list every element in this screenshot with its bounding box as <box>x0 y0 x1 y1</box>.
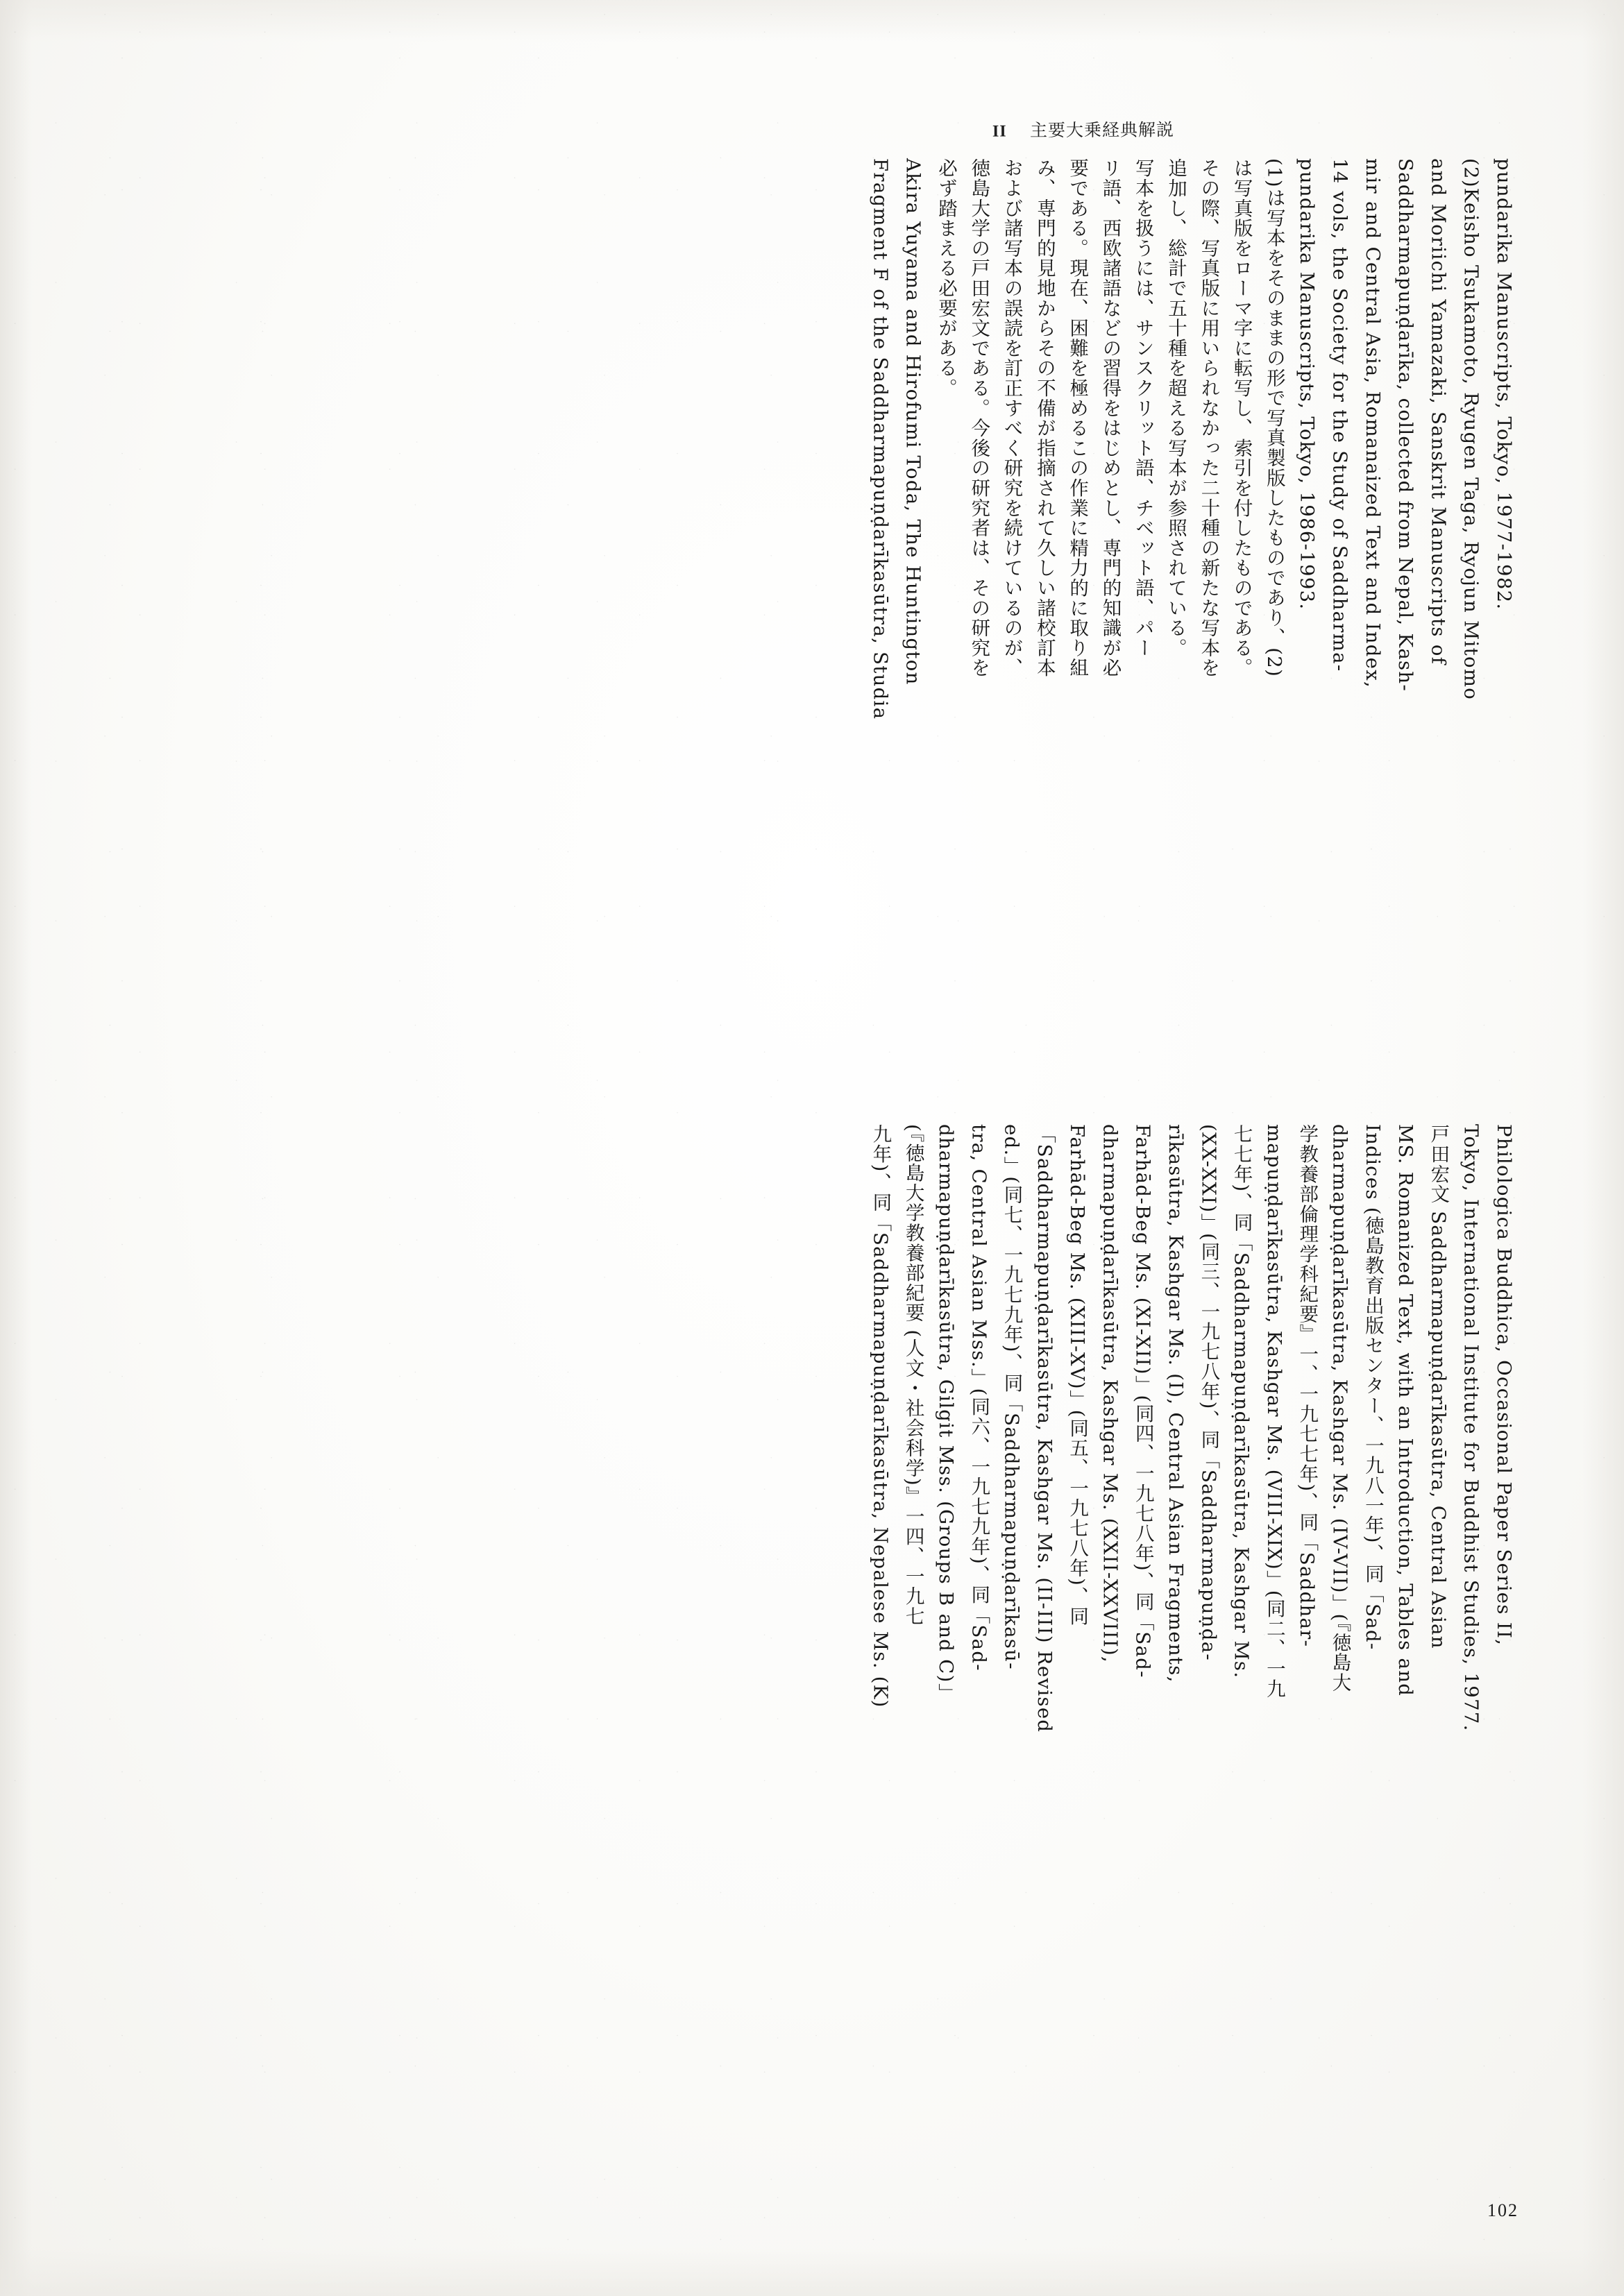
body-line: および諸写本の誤読を訂正すべく研究を続けているのが、 <box>1000 158 1023 678</box>
running-head <box>992 116 1174 142</box>
body-line: dharmapuṇḍarīkasūtra, Gilgit Mss. (Groups B and C)」 <box>934 1124 957 1703</box>
body-line: Tokyo, International Institute for Buddhist Studies, 1977. <box>1460 1124 1482 1732</box>
body-line: 「Saddharmapuṇḍarīkasūtra, Kashgar Ms. (II-III) Revised <box>1033 1124 1056 1733</box>
body-line: 14 vols, the Society for the Study of Saddharma- <box>1328 158 1351 672</box>
body-line: み、専門的見地からその不備が指摘されて久しい諸校訂本 <box>1033 158 1056 678</box>
body-line: mapuṇḍarīkasūtra, Kashgar Ms. (VIII-XIX)」(同二、一九 <box>1262 1124 1285 1699</box>
body-line: ed.」(同七、一九七九年)、同「Saddharmapuṇḍarīkasū- <box>1000 1124 1023 1670</box>
body-line: Philologica Buddhica, Occasional Paper Series II, <box>1493 1124 1515 1647</box>
body-line: (2)Keisho Tsukamoto, Ryugen Taga, Ryojun Mitomo <box>1460 158 1482 701</box>
body-line: 写本を扱うには、サンスクリット語、チベット語、パー <box>1131 158 1154 658</box>
body-line: Farhād-Beg Ms. (XI-XII)」(同四、一九七八年)、同「Sad- <box>1131 1124 1154 1678</box>
body-line: mir and Central Asia, Romanaized Text and Index, <box>1361 158 1384 689</box>
scan-shadow-bottom <box>0 2247 1624 2296</box>
body-line: tra, Central Asian Mss.」(同六、一九七九年)、同「Sad- <box>967 1124 990 1672</box>
body-line: は写真版をローマ字に転写し、索引を付したものである。 <box>1230 158 1253 678</box>
body-line: 要である。現在、困難を極めるこの作業に精力的に取り組 <box>1066 158 1089 678</box>
page-number: 102 <box>1487 2200 1519 2220</box>
body-text-upper <box>784 158 1520 1067</box>
body-line: その際、写真版に用いられなかった二十種の新たな写本を <box>1197 158 1220 678</box>
body-line: Saddharmapuṇḍarīka, collected from Nepal, Kash- <box>1394 158 1417 692</box>
body-line: 戸田宏文 Saddharmapuṇḍarīkasūtra, Central Asian <box>1427 1124 1450 1649</box>
body-line: 追加し、総計で五十種を超える写本が参照されている。 <box>1165 158 1187 658</box>
body-line: Akira Yuyama and Hirofumi Toda, The Huntington <box>902 158 924 686</box>
body-line: 九年)、同「Saddharmapuṇḍarīkasūtra, Nepalese Ms. (K) <box>869 1124 892 1708</box>
body-line: (XX-XXI)」(同三、一九七八年)、同「Saddharmapuṇḍa- <box>1197 1124 1220 1662</box>
running-head-title: 主要大乗経典解説 <box>1029 119 1175 141</box>
body-line: 七七年)、同「Saddharmapuṇḍarīkasūtra, Kashgar Ms. <box>1230 1124 1253 1679</box>
body-line: dharmapuṇḍarīkasūtra, Kashgar Ms. (IV-VII)」(『徳島大 <box>1328 1124 1351 1693</box>
body-line: Farhād-Beg Ms. (XIII-XV)」(同五、一九七八年)、同 <box>1066 1124 1089 1626</box>
body-text-lower <box>784 1124 1520 2109</box>
body-line: 学教養部倫理学科紀要』一、一九七七年)、同「Saddhar- <box>1296 1124 1319 1648</box>
scan-shadow-right <box>1582 0 1624 2296</box>
body-line: rīkasūtra, Kashgar Ms. (I), Central Asian Fragments, <box>1165 1124 1187 1683</box>
body-line: pundarika Manuscripts, Tokyo, 1977-1982. <box>1493 158 1515 611</box>
running-head-section-numeral: II <box>992 122 1007 141</box>
body-line: リ語、西欧諸語などの習得をはじめとし、専門的知識が必 <box>1099 158 1122 678</box>
body-line: Fragment F of the Saddharmapuṇḍarīkasūtra, Studia <box>869 158 892 720</box>
body-line: (1)は写本をそのままの形で写真製版したものであり、(2) <box>1262 158 1285 678</box>
body-line: (『徳島大学教養部紀要 (人文・社会科学)』一四、一九七 <box>902 1124 924 1626</box>
scan-shadow-top <box>0 0 1624 42</box>
scan-shadow-left <box>0 0 32 2296</box>
body-line: pundarika Manuscripts, Tokyo, 1986-1993. <box>1296 158 1319 611</box>
body-line: MS. Romanized Text, with an Introduction, Tables and <box>1394 1124 1417 1697</box>
body-line: Indices (徳島教育出版センター、一九八一年)、同「Sad- <box>1361 1124 1384 1651</box>
body-line: 徳島大学の戸田宏文である。今後の研究者は、その研究を <box>967 158 990 678</box>
body-line: 必ず踏まえる必要がある。 <box>934 158 957 398</box>
body-line: dharmapuṇḍarīkasūtra, Kashgar Ms. (XXII-XXVIII), <box>1099 1124 1122 1664</box>
body-line: and Moriichi Yamazaki, Sanskrit Manuscripts of <box>1427 158 1450 665</box>
